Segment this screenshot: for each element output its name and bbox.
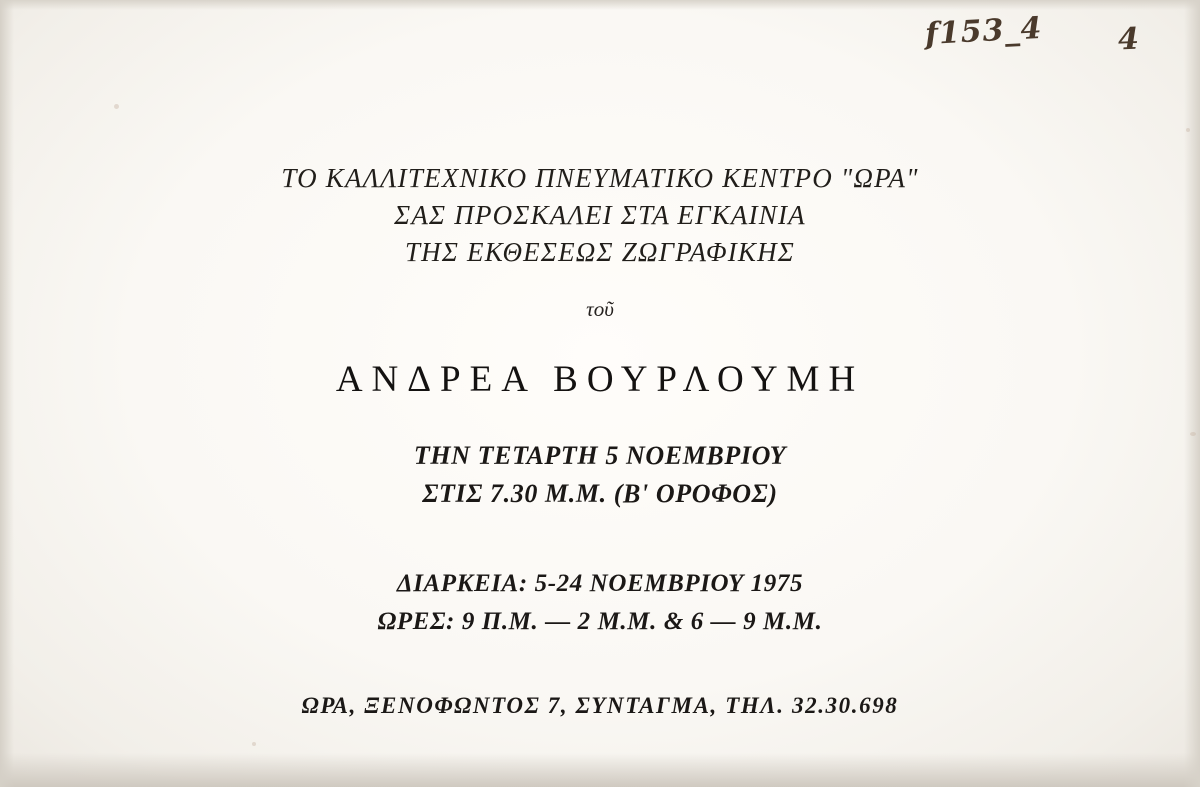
connector-word: τοῦ bbox=[586, 297, 614, 321]
venue-address-line: ΩΡΑ, ΞΕΝΟΦΩΝΤΟΣ 7, ΣΥΝΤΑΓΜΑ, ΤΗΛ. 32.30.698 bbox=[301, 693, 899, 718]
handwritten-reference-code: f153_4 bbox=[924, 10, 1044, 53]
artist-name: ΑΝΔΡΕΑ ΒΟΥΡΛΟΥΜΗ bbox=[335, 359, 865, 400]
handwritten-page-number: 4 bbox=[1117, 21, 1141, 58]
duration-dates-line: ΔΙΑΡΚΕΙΑ: 5-24 ΝΟΕΜΒΡΙΟΥ 1975 bbox=[396, 570, 804, 597]
opening-time-line: ΣΤΙΣ 7.30 Μ.Μ. (Β' ΟΡΟΦΟΣ) bbox=[422, 479, 778, 508]
organizer-line-3: ΤΗΣ ΕΚΘΕΣΕΩΣ ΖΩΓΡΑΦΙΚΗΣ bbox=[404, 237, 796, 267]
duration-hours-line: ΩΡΕΣ: 9 Π.Μ. — 2 Μ.Μ. & 6 — 9 Μ.Μ. bbox=[377, 608, 823, 635]
organizer-block bbox=[281, 160, 918, 271]
organizer-line-2: ΣΑΣ ΠΡΟΣΚΑΛΕΙ ΣΤΑ ΕΓΚΑΙΝΙΑ bbox=[394, 200, 806, 230]
organizer-line-1: ΤΟ ΚΑΛΛΙΤΕΧΝΙΚΟ ΠΝΕΥΜΑΤΙΚΟ ΚΕΝΤΡΟ "ΩΡΑ" bbox=[281, 163, 919, 193]
opening-details-block bbox=[414, 437, 786, 513]
duration-block bbox=[378, 565, 823, 641]
opening-date-line: ΤΗΝ ΤΕΤΑΡΤΗ 5 ΝΟΕΜΒΡΙΟΥ bbox=[413, 441, 787, 470]
